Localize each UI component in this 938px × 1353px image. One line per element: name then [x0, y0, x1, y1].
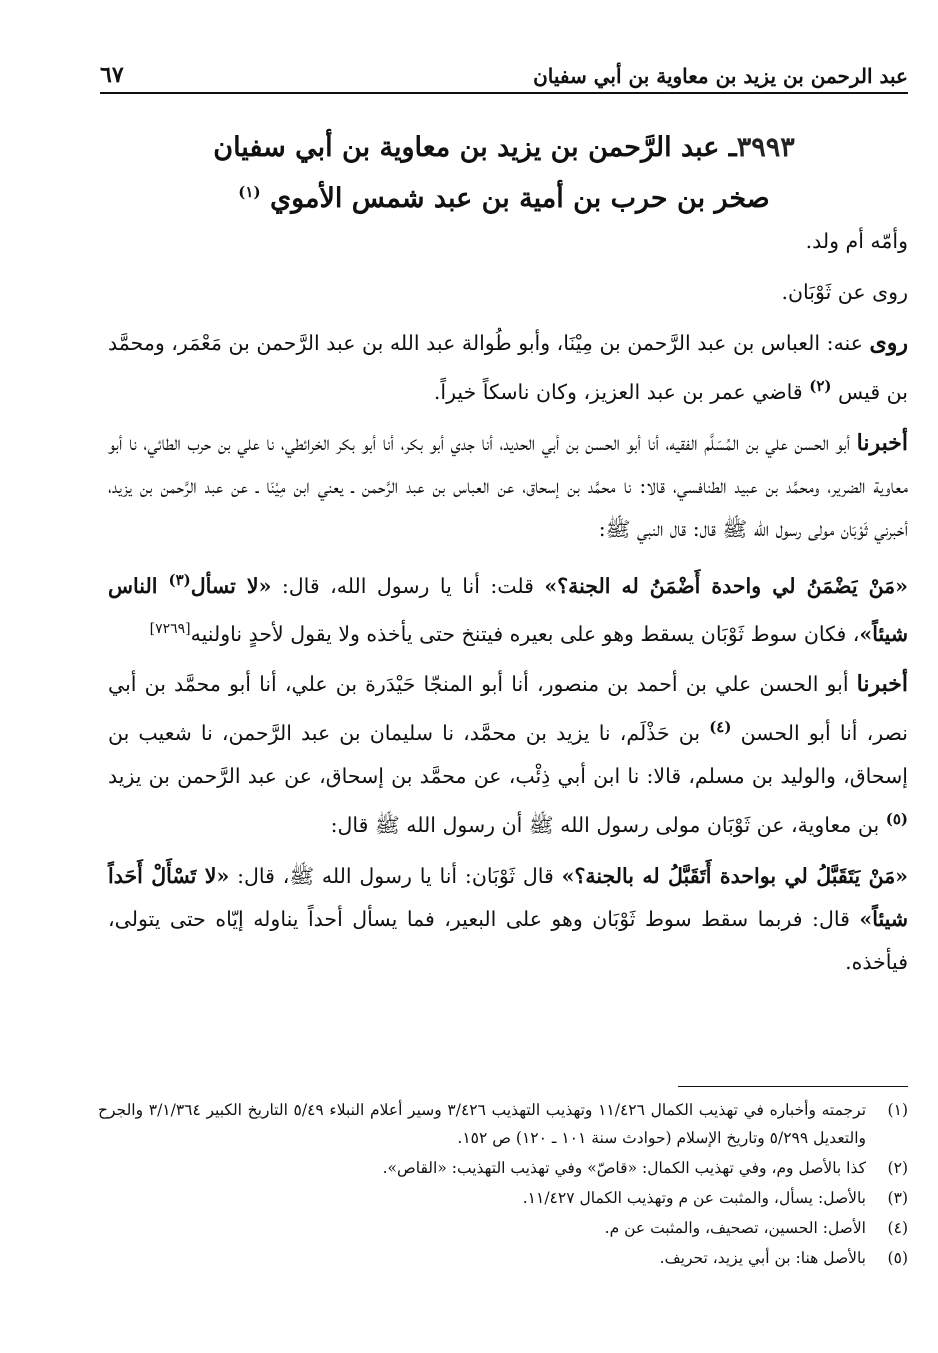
- main-text: [108, 220, 908, 992]
- footnote-number: (٥): [887, 1249, 908, 1267]
- paragraph-text: أبو الحسن علي بن المُسَلَّم الفقيه، أنا أبو الحسن بن أبي الحديد، أنا جدي أبو بكر، أنا أبو بكر الخرائطي، نا علي بن حرب الطائي، نا أبو معاوية الضرير، ومحمَّد بن عبيد الطنافسي، قالا: نا محمَّد بن إسحاق، عن العباس بن عبد الرَّحمن ـ يعني ابن مِيْنَا ـ عن عبد الرَّحمن بن يزيد، أخبرني ثَوْبَان مولى رسول الله ﷺ قال: قال النبي ﷺ:: [108, 430, 908, 541]
- paragraph-lead: أخبرنا: [856, 671, 908, 698]
- footnote-ref: (٥): [885, 810, 908, 829]
- footnote: [98, 1154, 908, 1182]
- footnote-ref: (١): [238, 183, 261, 201]
- footnote-divider: [678, 1086, 908, 1087]
- footnote: [98, 1184, 908, 1212]
- footnote: [98, 1096, 908, 1152]
- footnote-text: كذا بالأصل وم، وفي تهذيب الكمال: «قاصّ» وفي تهذيب التهذيب: «القاص».: [382, 1159, 866, 1177]
- entry-number: ٣٩٩٣: [736, 132, 795, 163]
- paragraph-text: أبو الحسن علي بن أحمد بن منصور، أنا أبو المنجّا حَيْدَرة بن علي، أنا أبو محمَّد بن أبي نصر، أنا أبو الحسن: [108, 672, 908, 746]
- running-title: عبد الرحمن بن يزيد بن معاوية بن أبي سفيان: [533, 64, 908, 88]
- paragraph-lead: أخبرنا: [856, 429, 908, 456]
- entry-title-line1: [100, 126, 908, 170]
- paragraph-isnad-2: [108, 663, 908, 847]
- footnotes: [98, 1096, 908, 1274]
- hadith-text: «لا تَسْأَلْ أَحَداً شيئاً»: [108, 864, 908, 932]
- hadith-text: «مَنْ يَضْمَنُ لي واحدة أَضْمَنُ له الجنة؟»: [544, 573, 908, 598]
- paragraph-text: قاضي عمر بن عبد العزيز، وكان ناسكاً خيراً.: [433, 379, 810, 404]
- page-header: [100, 48, 908, 94]
- footnote-text: بالأصل هنا: بن أبي يزيد، تحريف.: [659, 1249, 866, 1267]
- paragraph-isnad-1: [108, 422, 908, 551]
- paragraph-text: قال ثَوْبَان: أنا يا رسول الله ﷺ، قال:: [229, 864, 562, 889]
- paragraph-text: وأمّه أم ولد.: [805, 229, 908, 253]
- paragraph-lead: روى: [869, 330, 908, 356]
- paragraph-text: قال: فربما سقط سوط ثَوْبَان وهو على البعير، فما يسأل أحداً يناوله إيّاه حتى يتولى، فيأخذه.: [108, 907, 908, 975]
- paragraph-text: روى عن ثَوْبَان.: [781, 280, 908, 304]
- footnote-ref: (٤): [709, 718, 732, 737]
- hadith-text: «لا تسأل: [190, 573, 272, 598]
- footnote-ref: (٣): [168, 570, 191, 589]
- paragraph-text: قلت: أنا يا رسول الله، قال:: [271, 573, 545, 598]
- paragraph-text: عنه: العباس بن عبد الرَّحمن بن مِيْنَا، وأبو طُوالة عبد الله بن عبد الرَّحمن بن مَعْمَر، ومحمَّد بن قيس: [108, 331, 908, 404]
- footnote-text: ترجمته وأخباره في تهذيب الكمال ١١/٤٢٦ وتهذيب التهذيب ٣/٤٢٦ وسير أعلام النبلاء ٥/٤٩ التاريخ الكبير ٣/١/٣٦٤ والجرح والتعديل ٥/٢٩٩ وتاريخ الإسلام (حوادث سنة ١٠١ ـ ١٢٠) ص ١٥٢.: [98, 1101, 867, 1147]
- hadith-number: [٧٢٦٩]: [149, 620, 191, 637]
- entry-title-line2: [100, 170, 908, 221]
- footnote-ref: (٢): [809, 377, 832, 395]
- entry-lineage: صخر بن حرب بن أمية بن عبد شمس الأموي: [269, 183, 770, 214]
- entry-name: ـ عبد الرَّحمن بن يزيد بن معاوية بن أبي سفيان: [213, 132, 737, 163]
- footnote: [98, 1244, 908, 1272]
- footnote: [98, 1214, 908, 1242]
- footnote-text: بالأصل: يسأل، والمثبت عن م وتهذيب الكمال ١١/٤٢٧.: [522, 1189, 866, 1207]
- footnote-number: (٣): [887, 1189, 908, 1207]
- footnote-number: (٢): [887, 1159, 908, 1177]
- footnote-number: (١): [887, 1101, 908, 1119]
- footnote-number: (٤): [887, 1219, 908, 1237]
- paragraph-text: بن حَذْلَم، نا يزيد بن محمَّد، نا سليمان بن عبد الرَّحمن، نا شعيب بن إسحاق، والوليد بن مسلم، قالا: نا ابن أبي ذِئْب، عن محمَّد بن إسحاق، عن عبد الرَّحمن بن يزيد: [108, 721, 909, 789]
- page-number: ٦٧: [100, 62, 124, 88]
- paragraph-hadith-2: [108, 855, 908, 984]
- paragraph-narrators: [108, 322, 908, 414]
- paragraph-text: بن معاوية، عن ثَوْبَان مولى رسول الله ﷺ أن رسول الله ﷺ قال:: [330, 813, 886, 838]
- paragraph-mother: [108, 220, 908, 263]
- paragraph-text: ، فكان سوط ثَوْبَان يسقط وهو على بعيره فيتنخ حتى يأخذه ولا يقول لأحدٍ ناولنيه: [190, 621, 860, 646]
- entry-title: [100, 126, 908, 221]
- paragraph-hadith-1: [108, 559, 908, 656]
- paragraph-narrated-from: [108, 271, 908, 314]
- footnote-text: الأصل: الحسين، تصحيف، والمثبت عن م.: [604, 1219, 866, 1237]
- hadith-text: الناس شيئاً»: [108, 573, 908, 646]
- hadith-text: «مَنْ يَتَقَبَّلُ لي بواحدة أَتَقَبَّلُ له بالجنة؟»: [561, 864, 908, 889]
